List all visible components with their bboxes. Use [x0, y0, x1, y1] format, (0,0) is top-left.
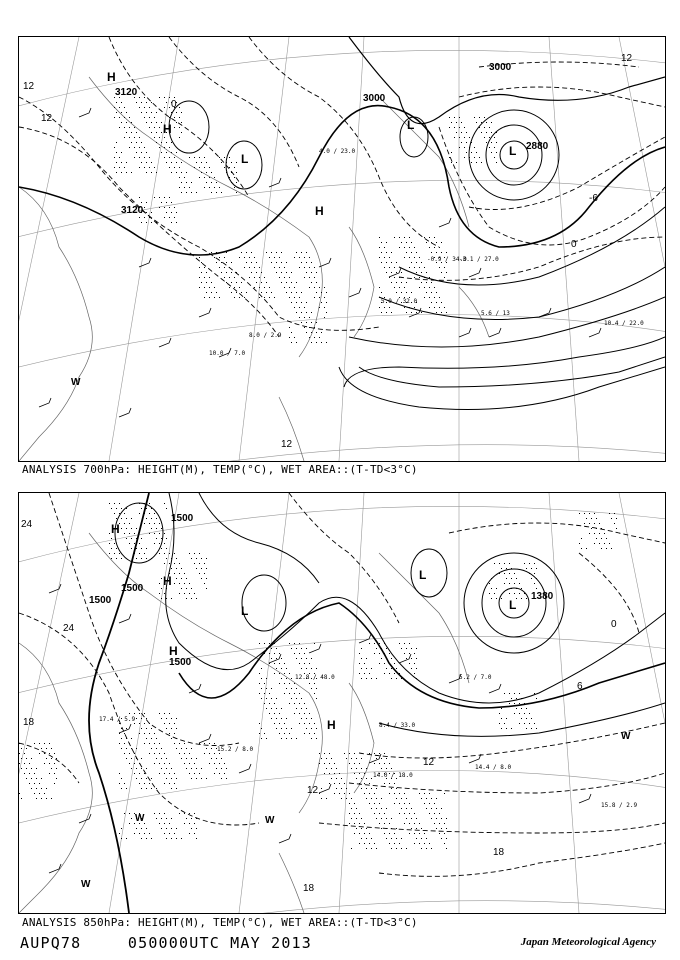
wind-barb-icon	[319, 784, 331, 793]
valid-time: 050000UTC MAY 2013	[127, 934, 313, 952]
center-marker-850: W	[265, 815, 275, 826]
height-label-850: 1380	[531, 591, 554, 602]
wind-barb-icon	[79, 108, 91, 117]
center-marker-700: H	[315, 204, 324, 218]
wind-barb-icon	[79, 814, 91, 823]
isotherms-700	[19, 37, 665, 337]
station-plot-850: 15.8 / 2.9	[601, 802, 638, 809]
wind-barb-icon	[579, 794, 591, 803]
temp-label-700: 0	[571, 239, 577, 250]
temp-label-700: -6	[589, 193, 598, 204]
station-plot-850: 15.2 / 8.0	[217, 746, 254, 753]
center-marker-700: L	[241, 152, 249, 166]
temp-label-850: 24	[21, 519, 33, 530]
wind-barb-icon	[239, 764, 251, 773]
height-contours-850	[89, 493, 665, 913]
wind-barb-icon	[139, 258, 151, 267]
graticule-850	[19, 493, 665, 913]
center-marker-700: H	[163, 122, 172, 136]
wind-barb-icon	[159, 338, 171, 347]
height-label-700: 3000	[489, 62, 512, 73]
wind-barb-icon	[469, 268, 481, 277]
center-marker-700: L	[509, 144, 517, 158]
station-plot-850: 8.4 / 33.0	[379, 722, 416, 729]
map-850hpa-svg	[19, 493, 665, 913]
panel-caption-700hpa: ANALYSIS 700hPa: HEIGHT(M), TEMP(°C), WET AREA::(T-TD<3°C)	[22, 463, 418, 476]
agency-credit: Japan Meteorological Agency	[520, 936, 656, 948]
height-label-700: 3000	[363, 93, 386, 104]
station-plot-850: 14.0 / 18.0	[373, 772, 413, 779]
wind-barb-icon	[199, 734, 211, 743]
panel-caption-850hpa: ANALYSIS 850hPa: HEIGHT(M), TEMP(°C), WET AREA::(T-TD<3°C)	[22, 916, 418, 929]
temp-label-700: 12	[41, 113, 53, 124]
center-marker-850: L	[241, 604, 249, 618]
center-marker-850: W	[621, 731, 631, 742]
station-plot-850: 5.2 / 7.0	[459, 674, 492, 681]
center-marker-850: H	[327, 718, 336, 732]
chart-code: AUPQ78	[20, 934, 82, 952]
station-plots-700	[209, 148, 644, 357]
height-labels-700	[115, 62, 549, 216]
temp-label-850: 12	[423, 757, 435, 768]
temp-label-850: 18	[493, 847, 505, 858]
map-panel-850hpa	[18, 492, 666, 914]
wind-barb-icon	[489, 684, 501, 693]
station-plot-700: 10.4 / 22.0	[604, 320, 644, 327]
center-marker-700: H	[107, 70, 116, 84]
coastline-700	[19, 77, 489, 461]
temp-label-700: 12	[23, 81, 35, 92]
temp-label-850: 0	[611, 619, 617, 630]
wind-barb-icon	[49, 864, 61, 873]
wind-barb-icon	[589, 328, 601, 337]
station-plot-700: 4.0 / 23.0	[319, 148, 356, 155]
center-marker-700: W	[71, 377, 81, 388]
station-plot-700: 8.0 / 2.9	[249, 332, 282, 339]
wind-barb-icon	[119, 614, 131, 623]
station-plots-850	[99, 674, 638, 809]
wind-barb-icon	[459, 328, 471, 337]
station-plot-850: 17.4 / 5.9	[99, 716, 136, 723]
wind-barb-icon	[279, 834, 291, 843]
map-panel-700hpa	[18, 36, 666, 462]
wind-barb-icon	[359, 634, 371, 643]
chart-footer	[20, 934, 312, 952]
temp-label-700: 0	[171, 99, 177, 110]
map-700hpa-svg	[19, 37, 665, 461]
station-plot-700: -0.9 / 34.0	[427, 256, 467, 263]
temp-label-700: 12	[621, 53, 633, 64]
wind-barb-icon	[39, 398, 51, 407]
height-label-850: 1500	[171, 513, 194, 524]
wind-barb-icon	[309, 644, 321, 653]
station-plot-700: 5.6 / 13	[481, 310, 510, 317]
pressure-centers-850	[81, 522, 631, 890]
height-label-850: 1500	[169, 657, 192, 668]
station-plot-700: -3.1 / 27.0	[459, 256, 499, 263]
height-label-850: 1500	[89, 595, 112, 606]
wind-barbs-850	[49, 584, 591, 873]
temp-label-850: 12	[307, 785, 319, 796]
center-marker-850: L	[509, 598, 517, 612]
center-marker-850: W	[81, 879, 91, 890]
wind-barb-icon	[269, 178, 281, 187]
wind-barb-icon	[269, 654, 281, 663]
height-label-700: 3120	[115, 87, 138, 98]
wind-barb-icon	[349, 288, 361, 297]
wind-barb-icon	[439, 218, 451, 227]
temp-label-700: 12	[281, 439, 293, 450]
temp-label-850: 6	[577, 681, 583, 692]
temp-labels-850	[21, 519, 617, 894]
temp-labels-700	[23, 53, 633, 450]
center-marker-850: W	[135, 813, 145, 824]
wind-barb-icon	[399, 654, 411, 663]
center-marker-850: H	[169, 644, 178, 658]
station-plot-850: 12.8 / 48.0	[295, 674, 335, 681]
temp-label-850: 24	[63, 623, 75, 634]
temp-label-850: 18	[303, 883, 315, 894]
center-marker-700: L	[407, 118, 415, 132]
height-label-700: 3120	[121, 205, 144, 216]
center-marker-850: L	[419, 568, 427, 582]
wind-barb-icon	[489, 328, 501, 337]
wind-barb-icon	[199, 308, 211, 317]
center-marker-850: H	[111, 522, 120, 536]
height-label-700: 2880	[526, 141, 549, 152]
center-marker-850: H	[163, 574, 172, 588]
station-plot-700: 10.0 / 7.0	[209, 350, 246, 357]
wind-barb-icon	[119, 408, 131, 417]
height-label-850: 1500	[121, 583, 144, 594]
isotherms-850	[19, 493, 665, 876]
station-plot-700: 5.0 / 32.0	[381, 298, 418, 305]
temp-label-850: 18	[23, 717, 35, 728]
wind-barb-icon	[119, 724, 131, 733]
wind-barb-icon	[389, 268, 401, 277]
station-plot-850: 14.4 / 8.0	[475, 764, 512, 771]
